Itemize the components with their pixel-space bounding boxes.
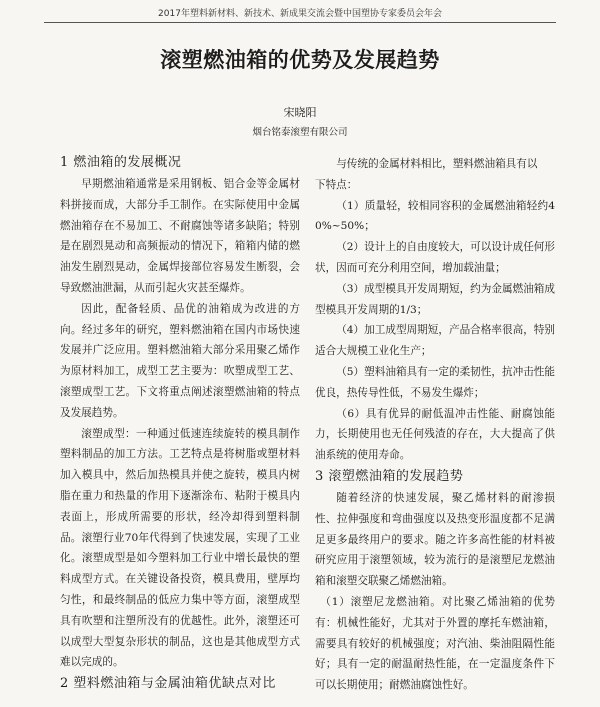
section-3-heading: 3 滚塑燃油箱的发展趋势 <box>315 468 464 484</box>
paragraph-intro-line2: 下特点： <box>315 178 358 191</box>
header-rule <box>44 22 556 23</box>
author-name: 宋晓阳 <box>283 106 317 119</box>
paragraph-nylon-tank: （1）滚塑尼龙燃油箱。对比聚乙烯油箱的优势有：机械性能好，尤其对于外置的摩托车燃油箱，需要具有较好的机械强度；对汽油、柴油阻隔性能好；具有一定的耐温耐热性能，在一定温度条件下可以长期使用；耐燃油腐蚀性好。 <box>315 595 555 692</box>
article-title: 滚塑燃油箱的优势及发展趋势 <box>160 48 440 72</box>
paragraph-trend: 随着经济的快速发展，聚乙烯材料的耐渗损性、拉伸强度和弯曲强度以及热变形温度都不足满足更多最终用户的要求。随之许多高性能的材料被研究应用于滚塑领域，较为流行的是滚塑尼龙燃油箱和滚塑交联聚乙烯燃油箱。 <box>315 491 555 588</box>
list-item-1: （1）质量轻，较相同容积的金属燃油箱轻约40%~50%； <box>315 199 555 233</box>
left-column <box>60 152 300 695</box>
list-item-4: （4）加工成型周期短，产品合格率很高，特别适合大规模工业化生产； <box>315 324 555 358</box>
list-item-2: （2）设计上的自由度较大，可以设计成任何形状，因而可充分利用空间，增加载油量； <box>315 241 555 274</box>
section-1-heading: 1 燃油箱的发展概况 <box>60 155 182 170</box>
list-item-5: （5）塑料油箱具有一定的柔韧性，抗冲击性能优良，热传导性低，不易发生爆炸； <box>315 365 555 399</box>
paragraph-intro-line1: 与传统的金属材料相比，塑料燃油箱具有以 <box>336 158 538 170</box>
paragraph-history: 早期燃油箱通常是采用钢板、铝合金等金属材料拼接而成，大部分手工制作。在实际使用中金属燃油箱存在不易加工、不耐腐蚀等诸多缺陷；特别是在剧烈晃动和高频振动的情况下，箱箱内储的燃油发生剧烈晃动，金属焊接部位容易发生断裂，会导致燃油泄漏，从而引起火灾甚至爆炸。 <box>60 178 300 294</box>
right-column <box>315 154 555 696</box>
author-affiliation: 烟台铭泰滚塑有限公司 <box>252 127 348 138</box>
running-head: 2017年塑料新材料、新技术、新成果交流会暨中国塑协专家委员会年会 <box>158 9 442 19</box>
paragraph-plastic-tanks: 因此，配备轻质、品优的油箱成为改进的方向。经过多年的研究，塑料燃油箱在国内市场快速发展并广泛应用。塑料燃油箱大部分采用聚乙烯作为原材料加工，成型工艺主要为：吹塑成型工艺、滚塑成型工艺。下文将重点阐述滚塑燃油箱的特点及发展趋势。 <box>60 302 300 419</box>
list-item-3: （3）成型模具开发周期短，约为金属燃油箱成型模具开发周期的1/3； <box>315 282 555 316</box>
section-2-heading: 2 塑料燃油箱与金属油箱优缺点对比 <box>60 676 276 692</box>
paragraph-rotomolding: 滚塑成型：一种通过低速连续旋转的模具制作塑料制品的加工方法。工艺特点是将树脂或塑材料加入模具中，然后加热模具并使之旋转，模具内树脂在重力和热量的作用下逐渐涂布、粘附于模具内表面上，形成所需要的形状，经冷却得到塑料制品。滚塑行业70年代得到了快速发展，实现了工业化。滚塑成型是如今塑料加工行业中增长最快的塑料成型方式。在关键设备投资，模具费用，壁厚均匀性，和最终制品的低应力集中等方面，滚塑成型具有吹塑和注塑所没有的优越性。此外，滚塑还可以成型大型复杂形状的制品，这也是其他成型方式难以完成的。 <box>60 427 300 669</box>
list-item-6: （6）具有优异的耐低温冲击性能、耐腐蚀能力，长期使用也无任何残渣的存在，大大提高了供油系统的使用寿命。 <box>315 407 555 462</box>
